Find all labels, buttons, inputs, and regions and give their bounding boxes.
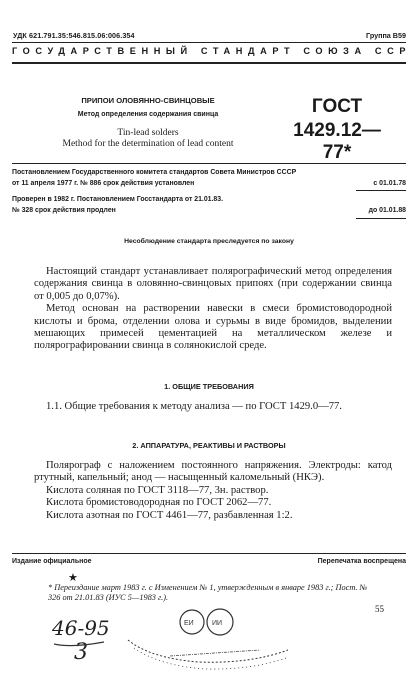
svg-text:ЕИ: ЕИ (184, 620, 194, 627)
law-notice: Несоблюдение стандарта преследуется по закону (124, 238, 294, 245)
page-number: 55 (375, 604, 384, 614)
title-ru-main: ПРИПОИ ОЛОВЯННО-СВИНЦОВЫЕ (81, 96, 215, 105)
effective-date: с 01.01.78 (373, 180, 406, 187)
title-ru-sub: Метод определения содержания свинца (77, 111, 219, 118)
udk-code: УДК 621.791.35:546.815.06:006.354 (13, 31, 135, 40)
resolution-line (12, 180, 406, 187)
resolution-line (12, 207, 406, 214)
svg-text:ИИ: ИИ (212, 620, 223, 627)
library-stamp (120, 600, 300, 672)
edition-label: Издание официальное (12, 558, 92, 565)
group-code: Группа В59 (366, 31, 406, 40)
resolution-line: Постановлением Государственного комитета стандартов Совета Министров СССР (12, 169, 297, 176)
title-en-sub: Method for the determination of lead content (62, 139, 234, 149)
resolution-rule-top (12, 163, 406, 164)
resolution-text: № 328 срок действия продлен (12, 207, 116, 214)
handwritten-underline (52, 638, 112, 668)
extended-date: до 01.01.88 (368, 207, 406, 214)
section2-text (34, 460, 392, 522)
gost-label: ГОСТ (311, 96, 363, 117)
footer-rule (12, 553, 406, 554)
intro-text (34, 266, 392, 353)
section-paragraph: Полярограф с наложением постоянного напряжения. Электроды: катод ртутный, капельный; анод — насыщенный каломельный (НКЭ). (34, 460, 392, 484)
intro-paragraph: Настоящий стандарт устанавливает полярографический метод определения содержания свинца в оловянно-свинцовых припоях (при содержании свинца от 0,005 до 0,07%). (34, 266, 392, 302)
intro-paragraph: Метод основан на растворении навески в смеси бромистоводородной кислоты и брома, отделении олова и сурьмы в виде бромидов, выделении мешающих примесей цементацией на металлическом железе и полярографировании свинца в солянокислой среде. (34, 303, 392, 352)
standard-banner: ГОСУДАРСТВЕННЫЙ СТАНДАРТ СОЮЗА ССР (12, 46, 412, 56)
resolution-text: от 11 апреля 1977 г. № 886 срок действия установлен (12, 180, 195, 187)
header-rule-bottom (12, 62, 406, 64)
title-en-main: Tin-lead solders (117, 128, 179, 138)
header-rule-top (12, 42, 406, 43)
handwritten-note: 46-95 (52, 616, 110, 640)
section1-text (34, 401, 392, 413)
date-underline (356, 218, 406, 219)
resolution-line: Проверен в 1982 г. Постановлением Госстандарта от 21.01.83. (12, 196, 223, 203)
section-paragraph: Кислота бромистоводородная по ГОСТ 2062—77. (46, 497, 272, 509)
date-underline (356, 190, 406, 191)
handwritten-note: 3 (74, 640, 88, 665)
footnote: * Переиздание март 1983 г. с Изменением № 1, утвержденным в январе 1983 г.; Пост. № 326 от 21.01.83 (ИУС 5—1983 г.). (48, 583, 368, 602)
section-heading: 2. АППАРАТУРА, РЕАКТИВЫ И РАСТВОРЫ (132, 441, 286, 450)
section-paragraph: 1.1. Общие требования к методу анализа — по ГОСТ 1429.0—77. (46, 401, 342, 412)
section-heading: 1. ОБЩИЕ ТРЕБОВАНИЯ (164, 382, 254, 391)
reprint-notice: Перепечатка воспрещена (317, 558, 406, 565)
star-icon: ★ (68, 572, 78, 584)
section-paragraph: Кислота азотная по ГОСТ 4461—77, разбавленная 1:2. (46, 509, 293, 521)
gost-number: 1429.12—77* (293, 120, 381, 163)
section-paragraph: Кислота соляная по ГОСТ 3118—77, 3н. раствор. (46, 484, 269, 496)
